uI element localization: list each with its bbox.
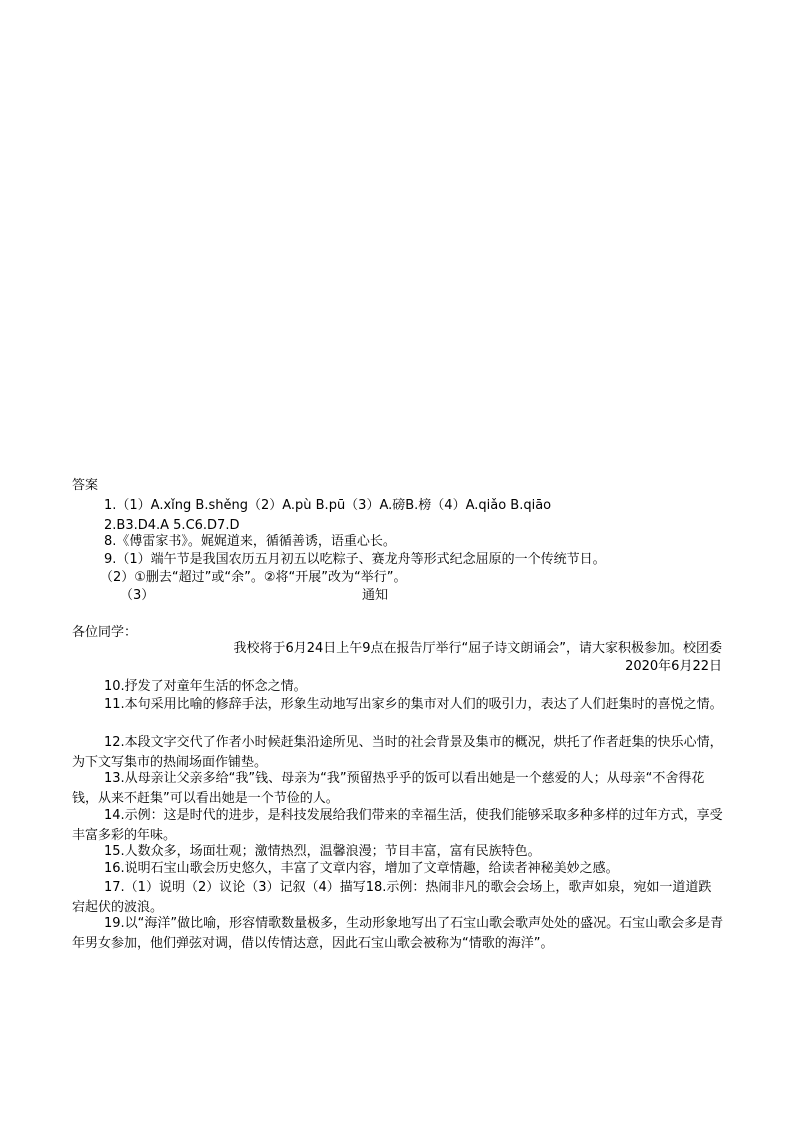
answer-2-7: 2.B3.D4.A 5.C6.D7.D (104, 518, 240, 533)
answer-9-1: 9.（1）端午节是我国农历五月初五以吃粽子、赛龙舟等形式纪念屈原的一个传统节日。 (104, 552, 606, 567)
answer-1: 1.（1）A.xǐng B.shěng（2）A.pù B.pū（3）A.磅B.榜（4）A.qiǎo B.qiāo (104, 498, 552, 513)
notice-salutation: 各位同学： (72, 625, 138, 640)
answer-9-2: （2）①删去“超过”或“余”。②将“开展”改为“举行”。 (100, 570, 407, 585)
answer-17-18: 17.（1）说明（2）议论（3）记叙（4）描写18.示例：热闹非凡的歌会会场上，歌声如泉，宛如一道道跌宕起伏的波浪。 (72, 880, 712, 915)
answer-12: 12.本段文字交代了作者小时候赶集沿途所见、当时的社会背景及集市的概况，烘托了作者赶集的快乐心情，为下文写集市的热闹场面作铺垫。 (72, 735, 723, 770)
answer-16: 16.说明石宝山歌会历史悠久，丰富了文章内容，增加了文章情趣，给读者神秘美妙之感。 (104, 861, 619, 876)
answer-14: 14.示例：这是时代的进步，是科技发展给我们带来的幸福生活，使我们能够采取多种多样的过年方式，享受丰富多彩的年味。 (72, 808, 723, 843)
answer-10: 10.抒发了对童年生活的怀念之情。 (104, 679, 307, 694)
answer-11: 11.本句采用比喻的修辞手法，形象生动地写出家乡的集市对人们的吸引力，表达了人们赶集时的喜悦之情。 (104, 697, 723, 712)
answer-19: 19.以“海洋”做比喻，形容情歌数量极多，生动形象地写出了石宝山歌会歌声处处的盛况。石宝山歌会多是青年男女参加，他们弹弦对调，借以传情达意，因此石宝山歌会被称为“情歌的海洋”。 (72, 916, 724, 951)
answer-8: 8.《傅雷家书》。娓娓道来，循循善诱，语重心长。 (104, 534, 396, 549)
notice-body: 我校将于6月24日上午9点在报告厅举行“屈子诗文朗诵会”，请大家积极参加。校团委 (233, 641, 722, 656)
answer-15: 15.人数众多，场面壮观；激情热烈，温馨浪漫；节目丰富，富有民族特色。 (104, 844, 541, 859)
notice-title: 通知 (362, 588, 389, 603)
answer-heading: 答案 (72, 478, 99, 493)
answer-13: 13.从母亲让父亲多给“我”钱、母亲为“我”预留热乎乎的饭可以看出她是一个慈爱的人；从母亲“不舍得花钱，从来不赶集”可以看出她是一个节俭的人。 (72, 771, 705, 806)
answer-9-3-label: （3） (120, 588, 155, 603)
notice-date: 2020年6月22日 (625, 659, 722, 674)
